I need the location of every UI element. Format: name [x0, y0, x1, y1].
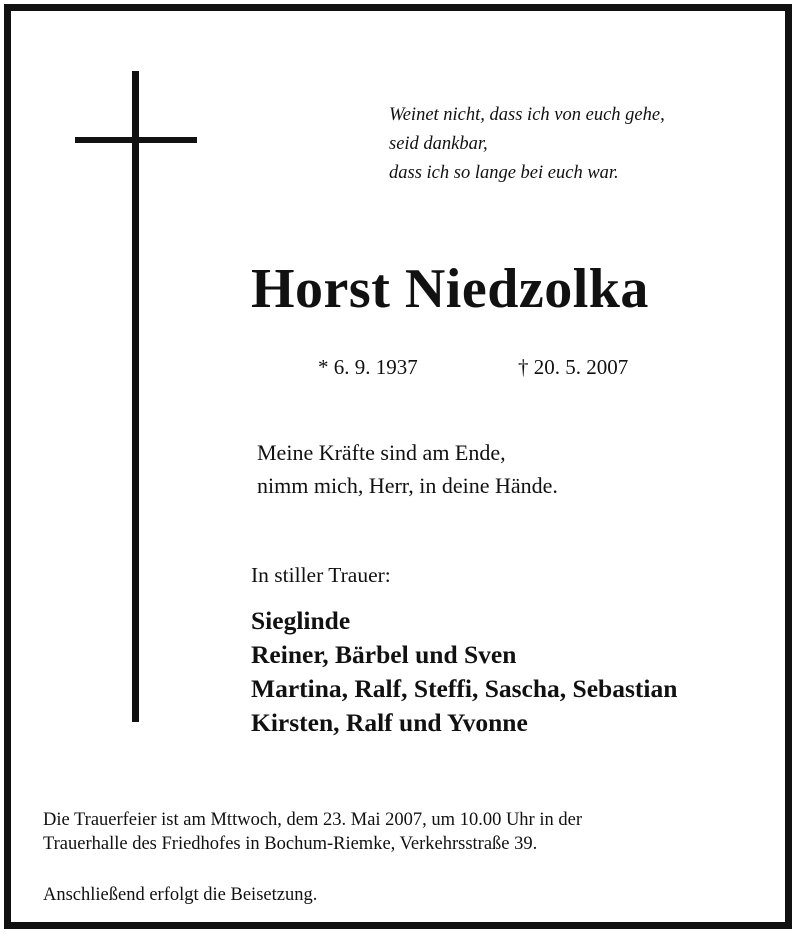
service-line: Die Trauerfeier ist am Mttwoch, dem 23. Mai 2007, um 10.00 Uhr in der: [43, 810, 582, 830]
opening-quote: [389, 101, 665, 188]
mourner-name: Kirsten, Ralf und Yvonne: [251, 708, 528, 737]
verse: [257, 436, 558, 502]
quote-line: dass ich so lange bei euch war.: [389, 163, 619, 183]
quote-line: seid dankbar,: [389, 134, 488, 154]
verse-line: Meine Kräfte sind am Ende,: [257, 440, 506, 465]
mourner-name: Martina, Ralf, Steffi, Sascha, Sebastian: [251, 674, 678, 703]
burial-notice: Anschließend erfolgt die Beisetzung.: [43, 885, 318, 905]
cross-icon: [132, 71, 139, 722]
deceased-name: Horst Niedzolka: [251, 258, 649, 320]
mourner-list: [251, 604, 677, 740]
service-notice: [43, 808, 582, 856]
cross-crossbar: [75, 137, 197, 143]
verse-line: nimm mich, Herr, in deine Hände.: [257, 473, 558, 498]
mourner-name: Reiner, Bärbel und Sven: [251, 640, 517, 669]
service-line: Trauerhalle des Friedhofes in Bochum-Riemke, Verkehrsstraße 39.: [43, 834, 538, 854]
birth-date: * 6. 9. 1937: [318, 355, 418, 379]
obituary-frame: [4, 4, 792, 929]
death-date: † 20. 5. 2007: [518, 355, 629, 379]
mourning-intro: In stiller Trauer:: [251, 563, 391, 587]
mourner-name: Sieglinde: [251, 606, 351, 635]
quote-line: Weinet nicht, dass ich von euch gehe,: [389, 105, 665, 125]
